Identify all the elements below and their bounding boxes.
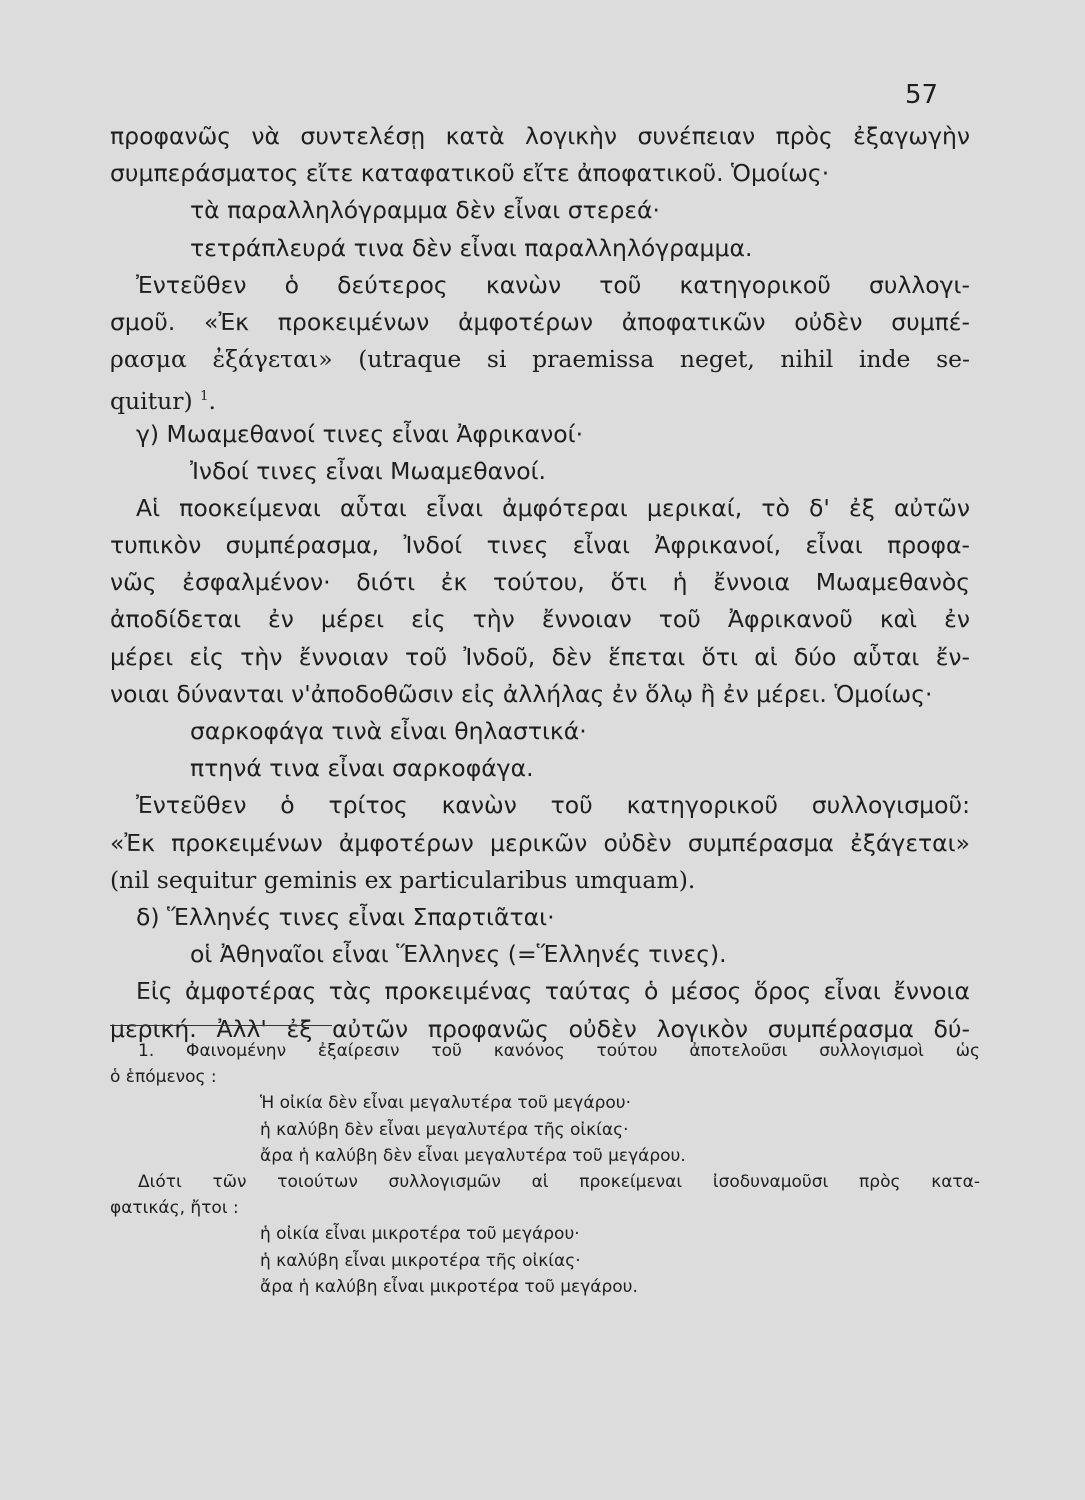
text-line: «Ἐκ προκειμένων ἀμφοτέρων μερικῶν οὐδὲν συμπέρασμα ἐξάγεται» xyxy=(110,828,970,857)
text-line: ἀποδίδεται ἐν μέρει εἰς τὴν ἔννοιαν τοῦ Ἀφρικανοῦ καὶ ἐν xyxy=(110,605,970,634)
text-line: τυπικὸν συμπέρασμα, Ἰνδοί τινες εἶναι Ἀφρικανοί, εἶναι προφα- xyxy=(110,531,970,560)
example-line: οἱ Ἀθηναῖοι εἶναι Ἕλληνες (=Ἕλληνές τινες). xyxy=(190,940,727,969)
text-line: μέρει εἰς τὴν ἔννοιαν τοῦ Ἰνδοῦ, δὲν ἕπεται ὅτι αἱ δύο αὗται ἔν- xyxy=(110,642,970,671)
example-line: σαρκοφάγα τινὰ εἶναι θηλαστικά· xyxy=(190,717,587,745)
text-line: Ἐντεῦθεν ὁ δεύτερος κανὼν τοῦ κατηγορικοῦ συλλογι- xyxy=(136,270,970,299)
footnote-example: ἄρα ἡ καλύβη δὲν εἶναι μεγαλυτέρα τοῦ μεγάρου. xyxy=(260,1145,686,1166)
text-line: νῶς ἐσφαλμένον· διότι ἐκ τούτου, ὅτι ἡ ἔννοια Μωαμεθανὸς xyxy=(110,568,970,597)
footnote-example: ἡ καλύβη εἶναι μικροτέρα τῆς οἰκίας· xyxy=(260,1250,581,1271)
footnote-marker: 1 xyxy=(200,389,209,405)
text-line: νοιαι δύνανται ν'ἀποδοθῶσιν εἰς ἀλλήλας ἐν ὅλῳ ἢ ἐν μέρει. Ὁμοίως· xyxy=(110,679,933,708)
page-number: 57 xyxy=(905,80,939,110)
text-line: προφανῶς νὰ συντελέσῃ κατὰ λογικὴν συνέπειαν πρὸς ἐξαγωγὴν xyxy=(110,122,970,150)
example-line: δ) Ἕλληνές τινες εἶναι Σπαρτιᾶται· xyxy=(136,902,555,931)
footnote-line: ὁ ἑπόμενος : xyxy=(110,1067,217,1088)
text-line: Ἐντεῦθεν ὁ τρίτος κανὼν τοῦ κατηγορικοῦ συλλογισμοῦ: xyxy=(136,791,970,820)
example-line: Ἰνδοί τινες εἶναι Μωαμεθανοί. xyxy=(190,456,547,485)
text-line: συμπεράσματος εἴτε καταφατικοῦ εἴτε ἀποφατικοῦ. Ὁμοίως· xyxy=(110,159,830,188)
text-fragment: quitur) xyxy=(110,387,193,416)
example-line: τετράπλευρά τινα δὲν εἶναι παραλληλόγραμμα. xyxy=(190,233,753,262)
example-line: γ) Μωαμεθανοί τινες εἶναι Ἀφρικανοί· xyxy=(136,419,584,448)
footnote-divider xyxy=(110,1025,332,1026)
text-line: μερική. Ἀλλ' ἐξ αὐτῶν προφανῶς οὐδὲν λογικὸν συμπέρασμα δύ- xyxy=(110,1014,970,1043)
text-line: Εἰς ἀμφοτέρας τὰς προκειμένας ταύτας ὁ μέσος ὅρος εἶναι ἔννοια xyxy=(136,977,970,1006)
footnotes xyxy=(110,1038,980,1300)
text-line: (nil sequitur geminis ex particularibus umquam). xyxy=(110,865,696,894)
example-line: τὰ παραλληλόγραμμα δὲν εἶναι στερεά· xyxy=(190,196,661,225)
main-text xyxy=(110,118,970,1048)
footnote-example: ἡ καλύβη δὲν εἶναι μεγαλυτέρα τῆς οἰκίας· xyxy=(260,1119,629,1140)
footnote-example: Ἡ οἰκία δὲν εἶναι μεγαλυτέρα τοῦ μεγάρου· xyxy=(260,1093,632,1114)
example-line: πτηνά τινα εἶναι σαρκοφάγα. xyxy=(190,754,534,783)
text-line: ρασμα ἐξάγεται» (utraque si praemissa neget, nihil inde se- xyxy=(110,345,970,374)
footnote-line: 1. Φαινομένην ἐξαίρεσιν τοῦ κανόνος τούτου ἀποτελοῦσι συλλογισμοὶ ὡς xyxy=(138,1041,980,1061)
footnote-example: ἡ οἰκία εἶναι μικροτέρα τοῦ μεγάρου· xyxy=(260,1224,580,1245)
footnote-line: Διότι τῶν τοιούτων συλλογισμῶν αἱ προκείμεναι ἰσοδυναμοῦσι πρὸς κατα- xyxy=(138,1171,980,1192)
text-line: σμοῦ. «Ἐκ προκειμένων ἀμφοτέρων ἀποφατικῶν οὐδὲν συμπέ- xyxy=(110,307,970,336)
text-line xyxy=(110,378,970,415)
text-line: Αἱ ποοκείμεναι αὗται εἶναι ἀμφότεραι μερικαί, τὸ δ' ἐξ αὐτῶν xyxy=(136,493,970,522)
footnote-example: ἄρα ἡ καλύβη εἶναι μικροτέρα τοῦ μεγάρου. xyxy=(260,1276,638,1297)
text-fragment: . xyxy=(208,387,216,416)
footnote-line: φατικάς, ἤτοι : xyxy=(110,1198,239,1219)
